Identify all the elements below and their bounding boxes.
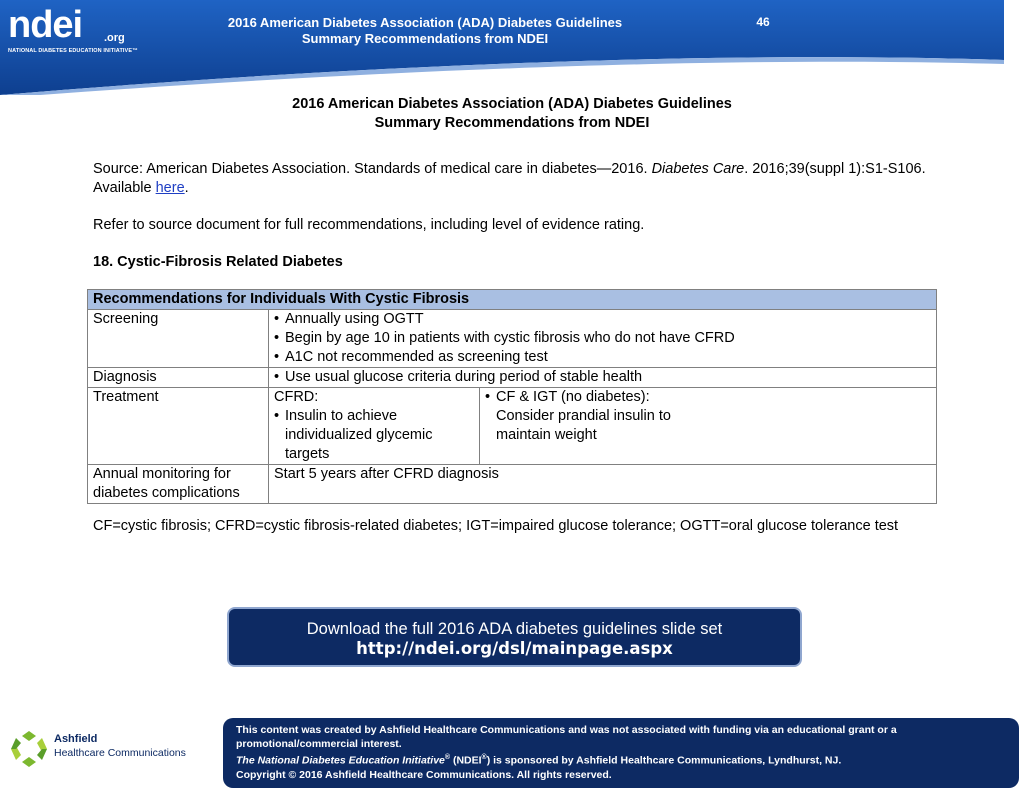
- page-number: 46: [756, 15, 770, 29]
- source-journal: Diabetes Care: [651, 161, 745, 177]
- logo-org: .org: [104, 32, 125, 44]
- source-link[interactable]: here: [155, 180, 185, 196]
- company-name-line1: Ashfield: [54, 733, 98, 745]
- ndei-logo[interactable]: [8, 4, 138, 58]
- ashfield-logo-icon: [10, 730, 48, 768]
- table-header-row: [88, 290, 937, 310]
- diagnosis-cell: [269, 368, 937, 388]
- treatment-igt-item: • CF & IGT (no diabetes): Consider prandial insulin to maintain weight: [485, 388, 685, 445]
- treatment-igt-cell: [480, 388, 937, 465]
- company-name-line2: Healthcare Communications: [54, 747, 186, 759]
- diagnosis-item: • Use usual glucose criteria during period of stable health: [274, 368, 931, 387]
- logo-word: ndei: [8, 4, 83, 46]
- disclaimer-sponsor: ) is sponsored by Ashfield Healthcare Communications, Lyndhurst, NJ.: [486, 754, 842, 767]
- registered-mark: ®: [481, 754, 487, 761]
- table-row: [88, 310, 937, 368]
- section-heading: 18. Cystic-Fibrosis Related Diabetes: [93, 254, 343, 270]
- source-citation: [93, 160, 943, 198]
- monitoring-label: Annual monitoring for diabetes complications: [88, 465, 269, 504]
- header-title-line1: 2016 American Diabetes Association (ADA) Diabetes Guidelines: [227, 15, 623, 30]
- ashfield-logo: [10, 730, 185, 770]
- source-end: .: [184, 180, 189, 196]
- copyright: Copyright © 2016 Ashfield Healthcare Communications. All rights reserved.: [236, 768, 612, 781]
- source-prefix: Source: American Diabetes Association. Standards of medical care in diabetes—2016.: [93, 161, 652, 177]
- treatment-cfrd-item: • Insulin to achieve individualized glycemic targets: [274, 407, 474, 464]
- disclaimer-sponsor-line: [236, 751, 1006, 768]
- table-row: [88, 368, 937, 388]
- screening-cell: [269, 310, 937, 368]
- download-text: Download the full 2016 ADA diabetes guidelines slide set: [306, 620, 723, 638]
- screening-item: • Annually using OGTT: [274, 310, 931, 329]
- monitoring-value: Start 5 years after CFRD diagnosis: [269, 465, 937, 504]
- table-header: Recommendations for Individuals With Cystic Fibrosis: [88, 290, 937, 310]
- treatment-label: Treatment: [88, 388, 269, 465]
- download-link[interactable]: http://ndei.org/dsl/mainpage.aspx: [356, 639, 673, 658]
- treatment-cfrd-cell: [269, 388, 480, 465]
- disclaimer-ndei: (NDEI: [450, 754, 482, 767]
- disclaimer-box: [223, 718, 1019, 788]
- table-row: [88, 388, 937, 465]
- screening-label: Screening: [88, 310, 269, 368]
- header-title: [190, 15, 660, 47]
- disclaimer-funding: This content was created by Ashfield Healthcare Communications and was not associated with funding via an educational grant or a promotional/commercial interest.: [236, 724, 897, 750]
- document-title-line2: Summary Recommendations from NDEI: [374, 115, 650, 131]
- source-mid: . 2016;39(suppl 1):S1-S106. Available: [93, 161, 926, 196]
- header-title-line2: Summary Recommendations from NDEI: [301, 31, 549, 46]
- recommendations-table: [87, 289, 937, 504]
- document-title: [0, 95, 1024, 133]
- registered-mark: ®: [444, 754, 451, 761]
- screening-item: • A1C not recommended as screening test: [274, 348, 931, 367]
- refer-note: Refer to source document for full recommendations, including level of evidence rating.: [93, 217, 645, 233]
- table-row: [88, 465, 937, 504]
- treatment-cfrd-heading: CFRD:: [274, 389, 319, 405]
- document-title-line1: 2016 American Diabetes Association (ADA) Diabetes Guidelines: [292, 96, 732, 112]
- slide-header: [0, 0, 1024, 95]
- abbreviations-footnote: CF=cystic fibrosis; CFRD=cystic fibrosis-related diabetes; IGT=impaired glucose tolerance; OGTT=oral glucose tolerance test: [93, 518, 899, 534]
- diagnosis-label: Diagnosis: [88, 368, 269, 388]
- disclaimer-italic: The National Diabetes Education Initiative: [236, 754, 445, 767]
- download-banner[interactable]: [227, 607, 802, 667]
- logo-tagline: NATIONAL DIABETES EDUCATION INITIATIVE™: [8, 48, 138, 54]
- screening-item: • Begin by age 10 in patients with cystic fibrosis who do not have CFRD: [274, 329, 931, 348]
